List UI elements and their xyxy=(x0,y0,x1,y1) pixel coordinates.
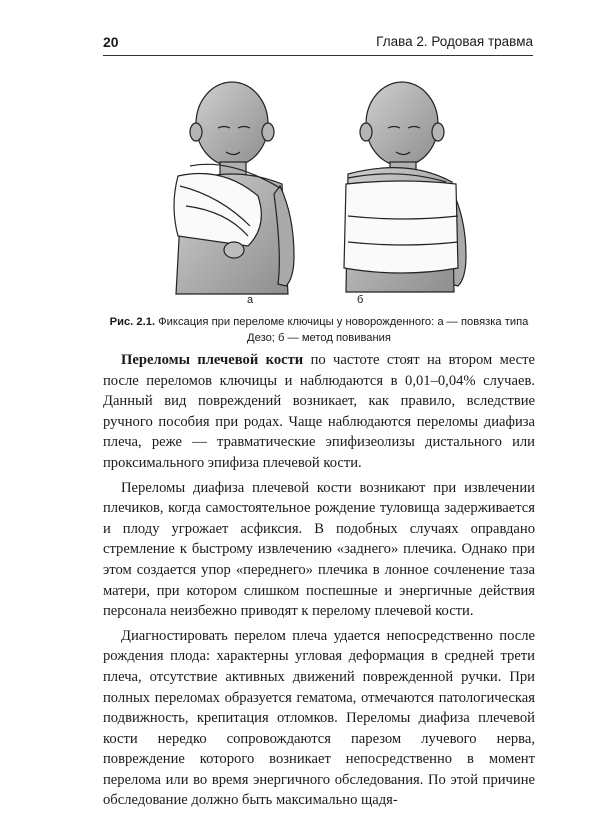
body-text xyxy=(103,350,535,815)
running-header xyxy=(103,34,533,54)
header-rule xyxy=(103,55,533,56)
baby-a-drawing xyxy=(174,82,294,294)
baby-b-drawing xyxy=(344,82,466,292)
caption-text: Фиксация при переломе ключицы у новорожденного: а — повязка типа Дезо; б — метод повивания xyxy=(158,316,529,344)
figure-label-b: б xyxy=(357,294,364,306)
figure-illustration xyxy=(150,66,490,306)
chapter-title: Глава 2. Родовая травма xyxy=(376,34,533,49)
caption-label: Рис. 2.1. xyxy=(109,316,156,328)
paragraph-3: Диагностировать перелом плеча удается непосредственно после рождения плода: характерны угловая деформация в средней трети плеча, отсутствие активных движений поврежденной ручки. При полных переломах образуется гематома, отмечаются патологическая подвижность, крепитация отломков. Переломы диафиза плечевой кости нередко сопровождаются парезом лучевого нерва, повреждение которого возникает непосредственно в момент перелома или во время энергичного обследования. По этой причине обследование должно быть максимально щадя- xyxy=(103,627,535,809)
paragraph-1-text: по частоте стоят на втором месте после переломов ключицы и наблюдаются в 0,01–0,04% случаев. Данный вид повреждений возникает, как правило, вследствие ручного пособия при родах. Чаще наблюдаются переломы диафиза плеча, реже — травматические эпифизеолизы дистального или проксимального эпифиза плечевой кости. xyxy=(103,352,535,471)
paragraph-2: Переломы диафиза плечевой кости возникают при извлечении плечиков, когда самостоятельное рождение туловища задерживается и плоду угрожает асфиксия. В подобных случаях оправдано стремление к быстрому извлечению «заднего» плечика. Однако при этом создается упор «переднего» плечика в лонное сочленение таза матери, при котором слишком поспешные и энергичные действия персонала неизбежно приводят к перелому плечевой кости. xyxy=(103,479,535,620)
figure-caption xyxy=(103,314,535,346)
figure-label-a: а xyxy=(247,294,254,306)
page-number: 20 xyxy=(103,34,119,50)
paragraph-1-term: Переломы плечевой кости xyxy=(121,352,304,368)
paragraph-1 xyxy=(103,350,535,474)
